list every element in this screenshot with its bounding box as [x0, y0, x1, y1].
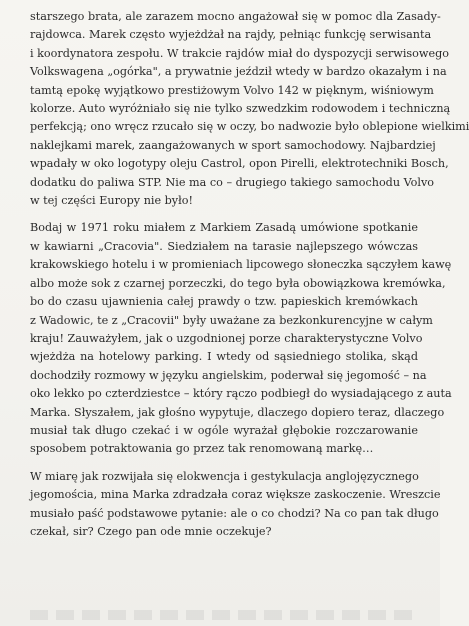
text-line: wpadały w oko logotypy oleju Castrol, opon Pirelli, elektrotechniki Bosch, [30, 157, 449, 171]
text-line: starszego brata, ale zarazem mocno angażował się w pomoc dla Zasady- [30, 10, 441, 23]
text-line: i koordynatora zespołu. W trakcie rajdów miał do dyspozycji serwisowego [30, 46, 450, 60]
text-line: czekał, sir? Czego pan ode mnie oczekuje? [30, 524, 272, 538]
text-line: sposobem potraktowania go przez tak renomowaną markę… [30, 442, 374, 456]
text-line: kraju! Zauważyłem, jak o uzgodnionej porze charakterystyczne Volvo [30, 331, 423, 345]
text-line: w tej części Europy nie było! [30, 194, 193, 208]
text-line: z Wadowic, te z „Cracovii" były uważane za bezkonkurencyjne w całym [30, 313, 433, 327]
show-through-text [30, 610, 418, 620]
text-line: W miarę jak rozwijała się elokwencja i gestykulacja anglojęzycznego [30, 469, 419, 483]
text-line: kolorze. Auto wyróżniało się nie tylko szwedzkim rodowodem i techniczną [30, 102, 451, 116]
text-line: rajdowca. Marek często wyjeżdżał na rajdy, pełniąc funkcję serwisanta [30, 28, 432, 42]
text-line: jegomościa, mina Marka zdradzała coraz większe zaskoczenie. Wreszcie [30, 488, 441, 502]
text-line: bo do czasu ujawnienia całej prawdy o tzw. papieskich kremówkach [30, 295, 418, 309]
text-line: naklejkami marek, zaangażowanych w sport samochodowy. Najbardziej [30, 138, 436, 152]
text-line: musiało paść podstawowe pytanie: ale o co chodzi? Na co pan tak długo [30, 506, 439, 520]
paragraph-2 [30, 219, 452, 458]
text-line: Volkswagena „ogórka", a prywatnie jeździł wtedy w bardzo okazałym i na [30, 65, 447, 79]
body-text [30, 8, 469, 541]
text-line: w kawiarni „Cracovia". Siedziałem na tarasie najlepszego wówczas [30, 239, 418, 253]
text-line: wjeżdża na hotelowy parking. I wtedy od sąsiedniego stolika, skąd [30, 350, 418, 364]
text-line: Bodaj w 1971 roku miałem z Markiem Zasadą umówione spotkanie [30, 221, 418, 235]
paragraph-1 [30, 8, 469, 210]
text-line: perfekcją; ono wręcz rzucało się w oczy, bo nadwozie było oblepione wielkimi [30, 120, 469, 134]
paragraph-3 [30, 468, 441, 542]
text-line: tamtą epokę wyjątkowo prestiżowym Volvo 142 w pięknym, wiśniowym [30, 83, 434, 97]
text-line: dodatku do paliwa STP. Nie ma co – drugiego takiego samochodu Volvo [30, 175, 435, 189]
text-line: dochodziły rozmowy w języku angielskim, poderwał się jegomość – na [30, 368, 427, 382]
text-line: musiał tak długo czekać i w ogóle wyrażał głębokie rozczarowanie [30, 423, 418, 437]
text-line: albo może sok z czarnej porzeczki, do tego była obowiązkowa kremówka, [30, 276, 446, 290]
text-line: oko lekko po czterdziestce – który rączo podbiegł do wysiadającego z auta [30, 387, 452, 401]
text-line: Marka. Słyszałem, jak głośno wypytuje, dlaczego dopiero teraz, dlaczego [30, 405, 445, 419]
text-line: krakowskiego hotelu i w promieniach lipcowego słoneczka sączyłem kawę [30, 258, 452, 272]
